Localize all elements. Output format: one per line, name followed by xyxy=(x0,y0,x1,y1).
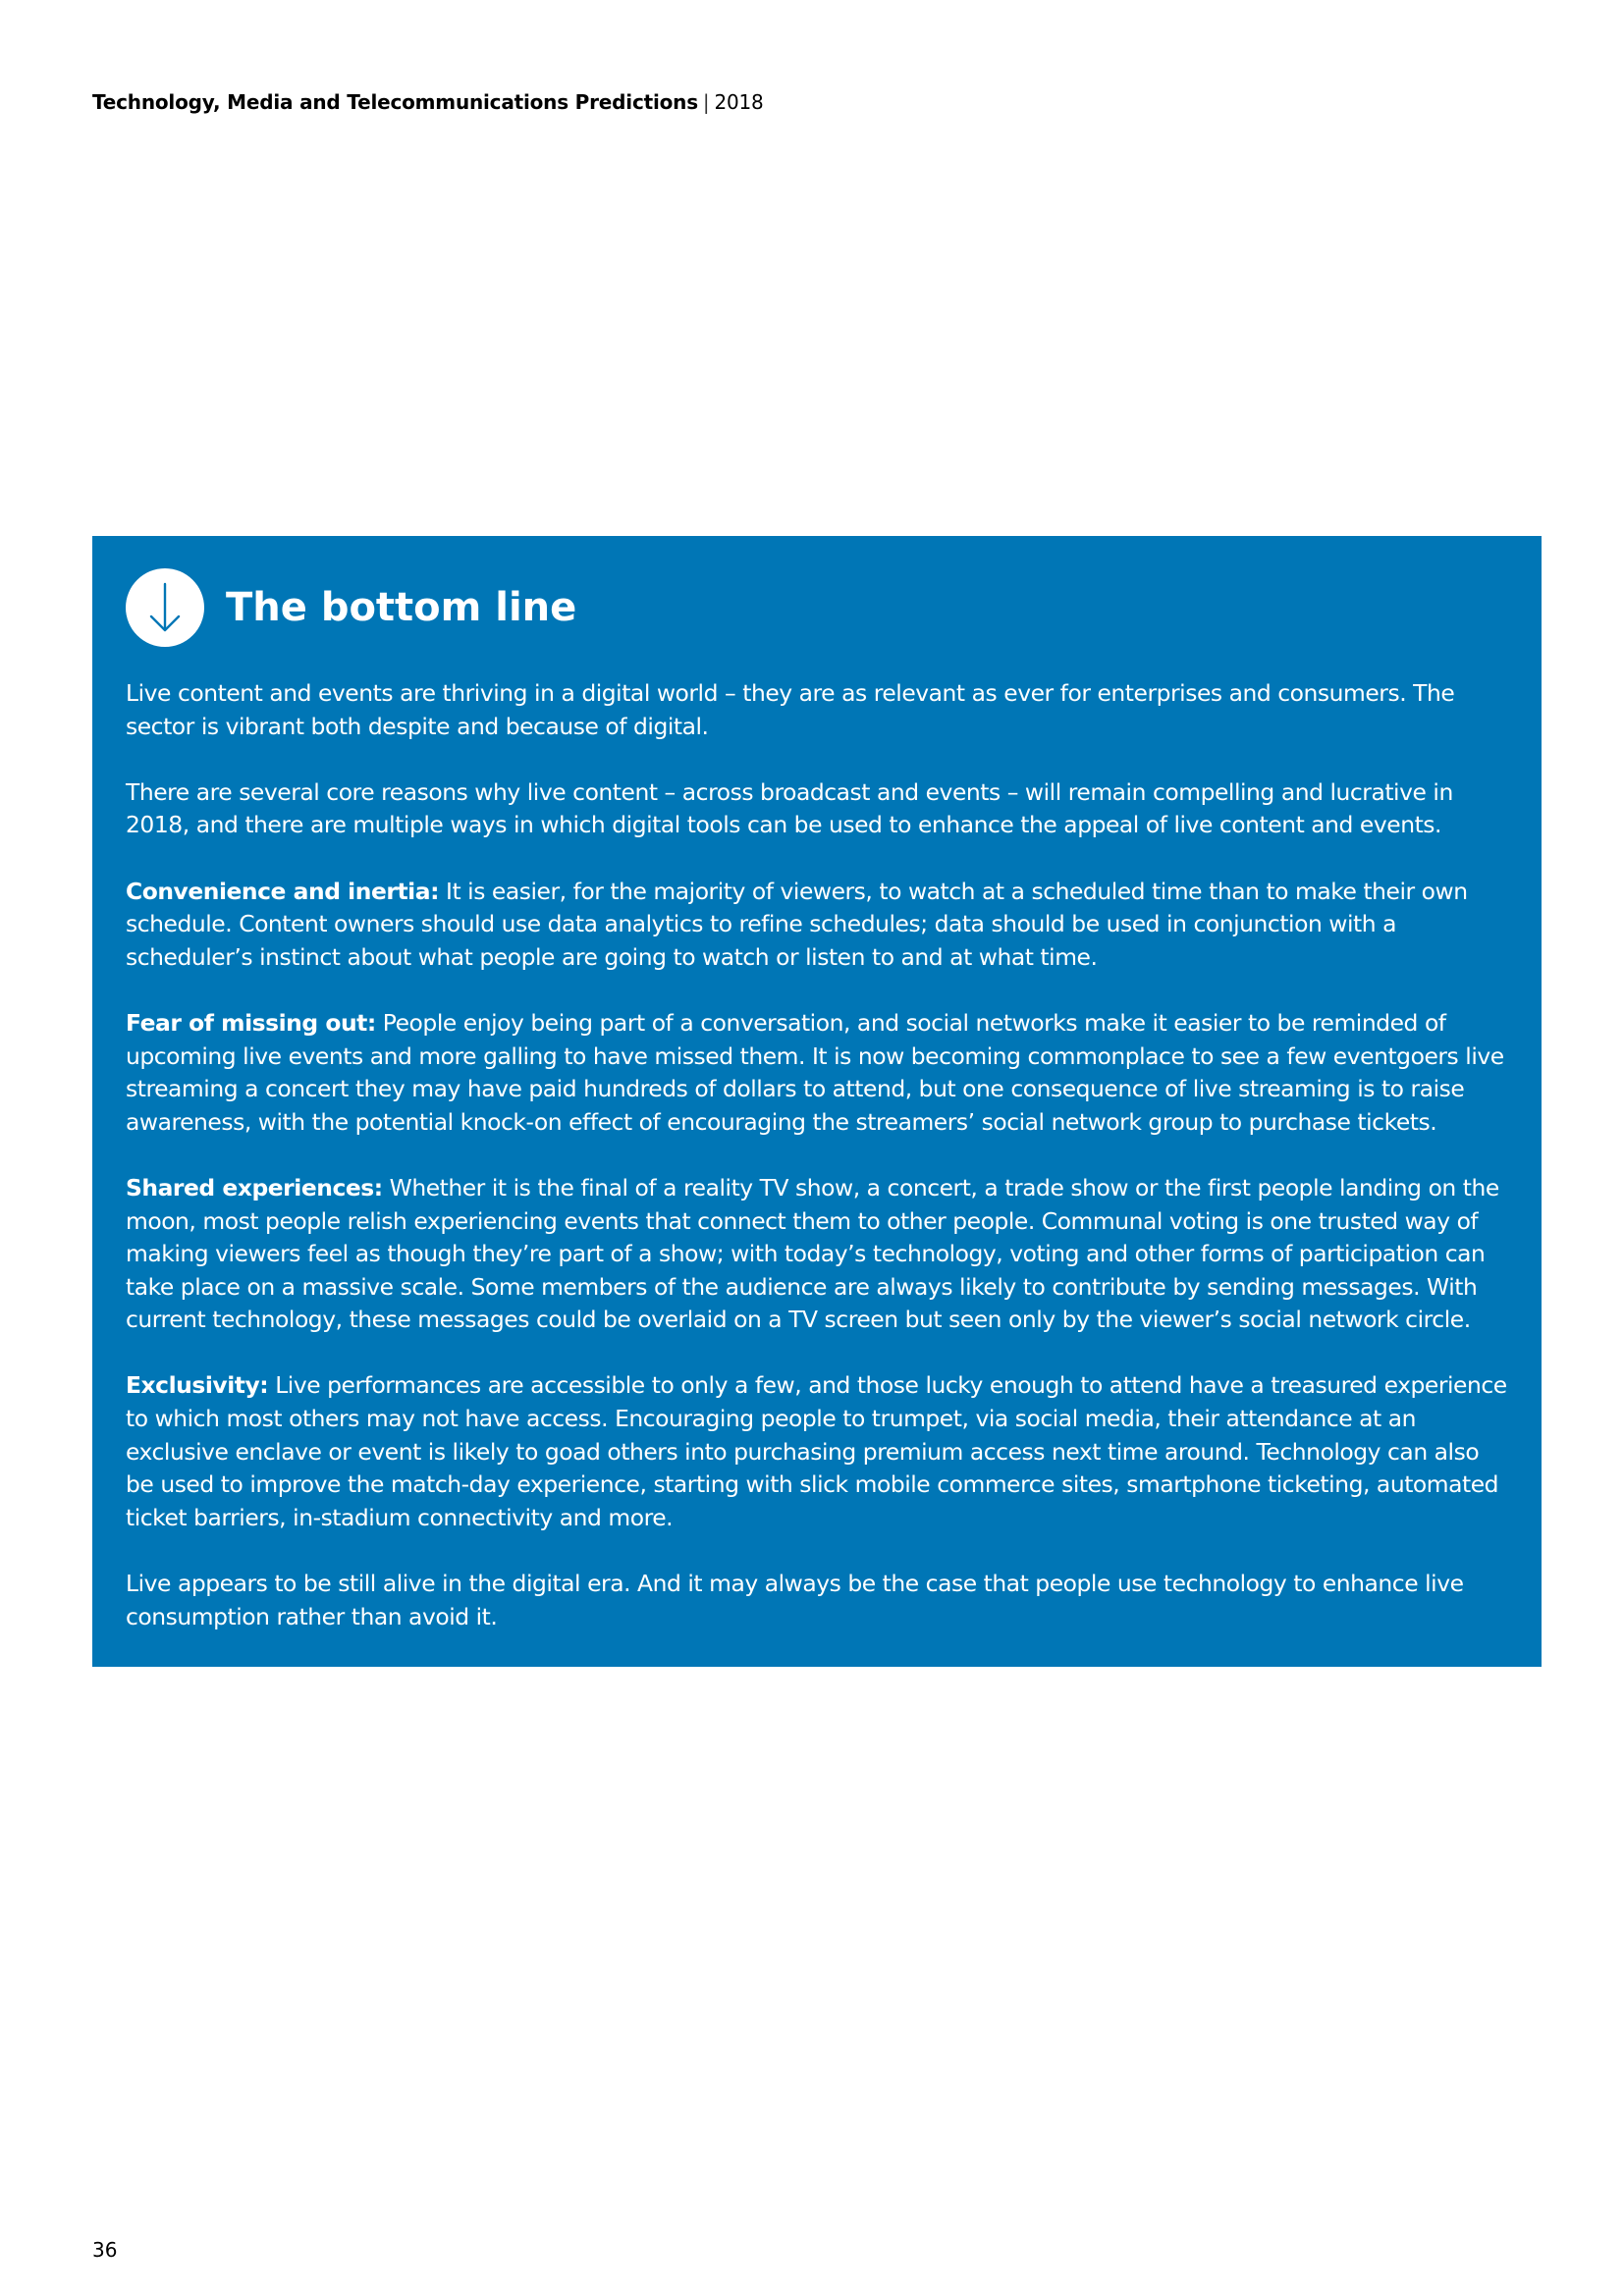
report-year: 2018 xyxy=(714,90,764,114)
running-header xyxy=(92,88,764,116)
paragraph-core-reasons xyxy=(126,776,1508,842)
callout-body xyxy=(126,677,1508,1633)
paragraph-text: It is easier, for the majority of viewers, to watch at a scheduled time than to make their own schedule. Content owners should use data analytics to refine schedules; data should be used in conjunction with a scheduler’s instinct about what people are going to watch or listen to and at what time. xyxy=(126,877,1468,971)
arrow-down-circle-icon xyxy=(126,568,204,647)
paragraph-lead: Convenience and inertia: xyxy=(126,877,439,905)
paragraph-lead: Shared experiences: xyxy=(126,1173,383,1201)
paragraph-conclusion xyxy=(126,1568,1508,1633)
paragraph-text: Live appears to be still alive in the digital era. And it may always be the case that people use technology to enhance live consumption rather than avoid it. xyxy=(126,1570,1464,1630)
callout-header xyxy=(126,567,1508,648)
report-title: Technology, Media and Telecommunications Predictions xyxy=(92,90,698,114)
paragraph-exclusivity xyxy=(126,1369,1508,1534)
paragraph-lead: Fear of missing out: xyxy=(126,1008,376,1037)
paragraph-lead: Exclusivity: xyxy=(126,1371,269,1400)
paragraph-intro xyxy=(126,677,1508,743)
paragraph-shared-experiences xyxy=(126,1172,1508,1337)
callout-title: The bottom line xyxy=(226,585,577,630)
paragraph-text: Live content and events are thriving in a digital world – they are as relevant as ever for enterprises and consumers. The sector is vibrant both despite and because of digital. xyxy=(126,679,1455,740)
paragraph-text: Whether it is the final of a reality TV show, a concert, a trade show or the first people landing on the moon, most people relish experiencing events that connect them to other people. Communal voting is one trusted way of making viewers feel as though they’re part of a show; with today’s technology, voting and other forms of participation can take place on a massive scale. Some members of the audience are always likely to contribute by sending messages. With current technology, these messages could be overlaid on a TV screen but seen only by the viewer’s social network circle. xyxy=(126,1173,1499,1334)
paragraph-fear-of-missing-out xyxy=(126,1007,1508,1139)
paragraph-text: Live performances are accessible to only a few, and those lucky enough to attend have a treasured experience to which most others may not have access. Encouraging people to trumpet, via social media, their attendance at an exclusive enclave or event is likely to goad others into purchasing premium access next time around. Technology can also be used to improve the match-day experience, starting with slick mobile commerce sites, smartphone ticketing, automated ticket barriers, in-stadium connectivity and more. xyxy=(126,1371,1507,1531)
paragraph-convenience xyxy=(126,876,1508,975)
paragraph-text: People enjoy being part of a conversation, and social networks make it easier to be reminded of upcoming live events and more galling to have missed them. It is now becoming commonplace to see a few eventgoers live streaming a concert they may have paid hundreds of dollars to attend, but one consequence of live streaming is to raise awareness, with the potential knock-on effect of encouraging the streamers’ social network group to purchase tickets. xyxy=(126,1008,1504,1136)
bottom-line-callout xyxy=(92,536,1542,1667)
header-separator: | xyxy=(702,90,710,114)
paragraph-text: There are several core reasons why live content – across broadcast and events – will remain compelling and lucrative in 2018, and there are multiple ways in which digital tools can be used to enhance the appeal of live content and events. xyxy=(126,777,1453,839)
page-number: 36 xyxy=(92,2238,118,2262)
